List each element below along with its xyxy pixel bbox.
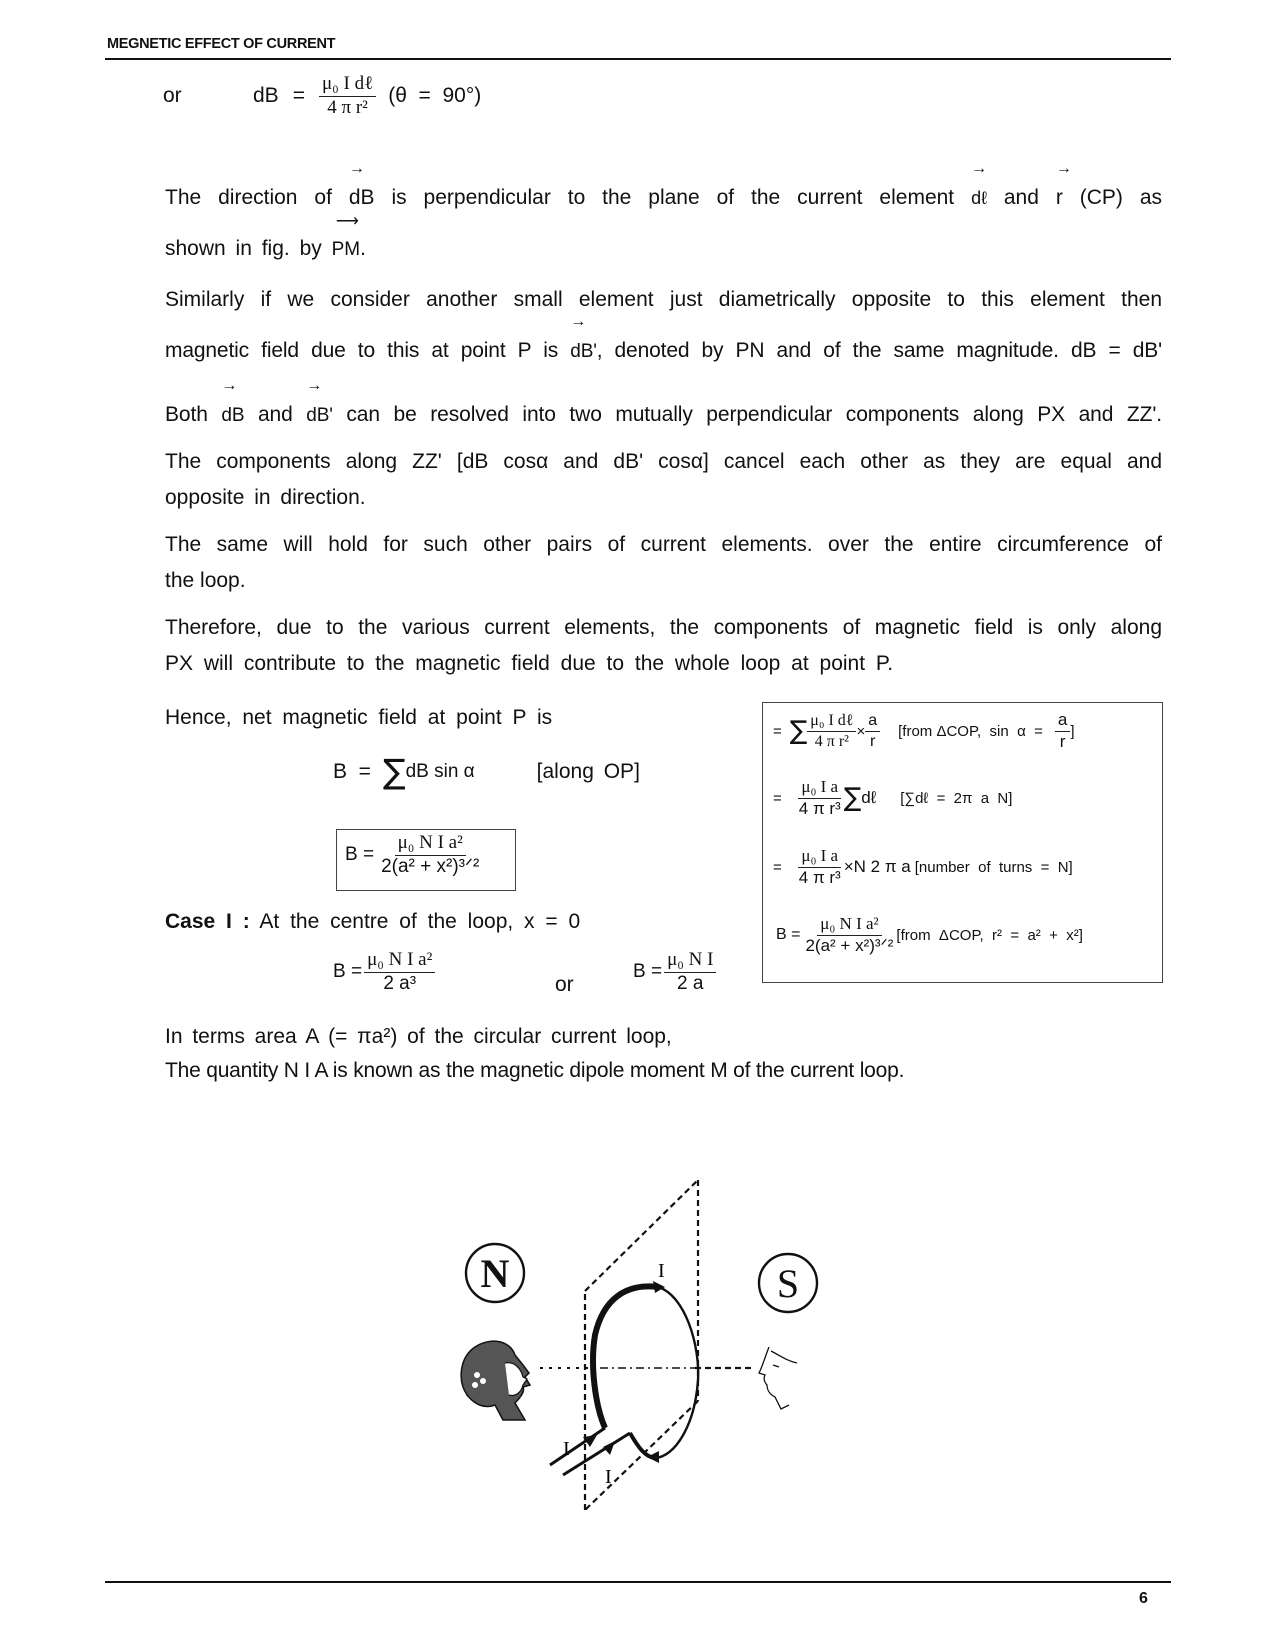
man-face-icon — [759, 1347, 797, 1409]
fraction — [807, 712, 856, 750]
numerator: μ₀ I a — [798, 778, 841, 799]
arrow-top — [653, 1281, 665, 1293]
text: magnetic field due to this at point P is — [165, 339, 571, 362]
fraction — [796, 847, 844, 887]
case-1-formula-2 — [633, 950, 716, 995]
text-line — [165, 160, 1162, 216]
eq-equals: = — [292, 84, 305, 108]
vector-label: dB — [221, 405, 245, 426]
vector-label: PM — [331, 239, 361, 260]
derivation-box — [762, 702, 1163, 983]
equation-db — [163, 74, 481, 119]
numerator: μ₀ I dℓ — [807, 712, 856, 732]
note: [number of turns = N] — [914, 858, 1073, 876]
sigma-symbol: ∑ — [789, 716, 808, 747]
current-loop-back — [655, 1287, 698, 1458]
current-label-out: I — [605, 1466, 612, 1488]
text-line: Hence, net magnetic field at point P is — [165, 706, 553, 729]
equation-sum — [333, 752, 640, 791]
numerator: μ₀ I dℓ — [319, 74, 376, 97]
text-line: Therefore, due to the various current elements, the components of magnetic field is only along — [165, 616, 1162, 639]
derivation-line-1 — [773, 711, 1074, 751]
north-label: N — [480, 1251, 510, 1296]
text-line: Similarly if we consider another small element just diametrically opposite to this element then — [165, 288, 1162, 311]
eq-tail: dℓ — [861, 788, 877, 808]
numerator: a — [865, 712, 880, 732]
vector-r: → r — [1055, 160, 1072, 209]
text: can be resolved into two mutually perpendicular components along PX and ZZ'. — [332, 403, 1162, 426]
sigma-symbol: ∑ — [843, 783, 862, 814]
denominator: 2(a² + x²)³ᐟ² — [805, 935, 894, 955]
text-line: The components along ZZ' [dB cosα and dB' cosα] cancel each other as they are equal and — [165, 450, 1162, 473]
equation-boxed — [345, 833, 482, 878]
text: shown in fig. by — [165, 237, 332, 260]
south-label: S — [776, 1261, 800, 1306]
note: [from ΔCOP, sin α = — [898, 722, 1043, 740]
numerator: μ₀ N I a² — [364, 950, 435, 973]
denominator: 2 a³ — [383, 972, 417, 994]
case-label: Case I : — [165, 910, 250, 933]
fraction — [802, 915, 896, 955]
denominator: 4 π r² — [814, 732, 849, 750]
numerator: μ₀ N I — [664, 950, 716, 973]
case-1-heading — [165, 910, 580, 934]
or-text: or — [163, 84, 182, 108]
equals: = — [773, 789, 782, 807]
paragraph-direction — [165, 160, 1162, 216]
running-header: MEGNETIC EFFECT OF CURRENT — [107, 36, 336, 52]
denominator: r — [1059, 731, 1066, 751]
plane-outline — [585, 1180, 698, 1510]
fraction — [364, 950, 435, 995]
north-pole-icon — [466, 1244, 524, 1302]
eq-lhs: B = — [333, 759, 371, 783]
footer-rule — [105, 1581, 1171, 1583]
vector-dB: → dB — [348, 160, 375, 209]
denominator: r — [870, 732, 876, 750]
eq-tail: ×N 2 π a — [843, 857, 911, 877]
text: . — [360, 237, 366, 260]
equals: = — [773, 722, 782, 740]
current-label-in: I — [563, 1438, 570, 1460]
eq-lhs: B = — [345, 844, 375, 866]
text-line: the loop. — [165, 569, 246, 592]
text: is perpendicular to the plane of the current element — [374, 186, 972, 209]
text: and — [986, 186, 1056, 209]
paragraph-direction-cont — [165, 213, 1162, 268]
loop-figure — [455, 1165, 825, 1520]
vector-dl: → dℓ — [971, 160, 988, 208]
text: , denoted by PN and of the same magnitude. dB = dB' — [596, 339, 1162, 362]
header-rule — [105, 58, 1171, 60]
woman-face-icon — [461, 1341, 530, 1420]
paragraph-similarly-cont — [165, 313, 1162, 369]
angle-condition: (θ = 90°) — [388, 84, 482, 108]
lead-out — [563, 1433, 630, 1475]
paragraph-both — [165, 377, 1162, 433]
text-line — [165, 313, 1162, 369]
paragraph-hence — [165, 700, 725, 736]
equals: = — [773, 858, 782, 876]
or-text: or — [555, 973, 574, 996]
times: × — [856, 722, 866, 740]
case-text: At the centre of the loop, x = 0 — [259, 910, 581, 933]
derivation-line-3 — [773, 847, 1073, 887]
fraction — [865, 712, 880, 750]
south-pole-icon — [759, 1254, 817, 1312]
vector-label: dB' — [570, 341, 597, 362]
sigma-symbol: ∑ — [382, 752, 406, 791]
text-line: PX will contribute to the magnetic field due to the whole loop at point P. — [165, 652, 894, 675]
denominator: 4 π r³ — [798, 867, 841, 887]
text-line: opposite in direction. — [165, 486, 366, 509]
fraction — [1055, 711, 1070, 751]
fraction — [319, 74, 376, 119]
eq-rhs: dB sin α — [405, 760, 475, 782]
denominator: 4 π r³ — [798, 798, 841, 818]
vector-dB-prime: → dB' — [570, 313, 597, 362]
denominator: 4 π r² — [327, 96, 368, 118]
note: [∑dℓ = 2π a N] — [900, 789, 1013, 807]
note: [from ΔCOP, r² = a² + x²] — [896, 926, 1083, 944]
paragraph-components — [165, 444, 1162, 516]
text: The direction of — [165, 186, 349, 209]
arrow-bottom — [647, 1451, 659, 1463]
paragraph-same — [165, 527, 1162, 599]
numerator: μ₀ I a — [798, 847, 841, 868]
current-label-top: I — [658, 1260, 665, 1282]
text-line — [165, 377, 1162, 433]
fraction — [664, 950, 716, 995]
boxed-result — [336, 829, 516, 891]
derivation-line-2 — [773, 778, 1012, 818]
closing-line-1: In terms area A (= πa²) of the circular current loop, — [165, 1025, 672, 1048]
denominator: 2 a — [677, 972, 704, 994]
note-end: ] — [1070, 722, 1075, 740]
vector-label: r — [1055, 186, 1063, 209]
paragraph-similarly — [165, 282, 1162, 318]
text: and — [244, 403, 307, 426]
derivation-line-4 — [776, 915, 1083, 955]
eq-note: [along OP] — [536, 759, 640, 783]
eq-lhs: dB — [253, 84, 279, 108]
page-number: 6 — [1139, 1590, 1148, 1607]
arrow-out — [603, 1441, 615, 1455]
fraction — [378, 833, 482, 878]
vector-label: dB' — [306, 405, 333, 426]
text: Both — [165, 403, 222, 426]
numerator: μ₀ N I a² — [395, 833, 466, 856]
lead-in — [550, 1428, 605, 1465]
fraction — [796, 778, 844, 818]
vector-PM: ⟶ PM — [331, 213, 361, 260]
text-line: The same will hold for such other pairs of current elements. over the entire circumference of — [165, 533, 1162, 556]
eq-lhs: B = — [633, 961, 663, 983]
eq-lhs: B = — [776, 926, 801, 944]
closing-line-2: The quantity N I A is known as the magnetic dipole moment M of the current loop. — [165, 1059, 905, 1082]
numerator: a — [1055, 711, 1070, 732]
vector-dB: → dB — [221, 377, 245, 426]
vector-label: dB — [348, 186, 375, 209]
paragraph-therefore — [165, 610, 1162, 682]
eq-lhs: B = — [333, 961, 363, 983]
numerator: μ₀ N I a² — [817, 915, 881, 936]
denominator: 2(a² + x²)³ᐟ² — [381, 855, 480, 877]
current-loop-front — [593, 1286, 658, 1428]
vector-label: dℓ — [971, 188, 987, 208]
vector-dB-prime: → dB' — [306, 377, 333, 426]
text: (CP) as — [1062, 186, 1162, 209]
case-1-formula-1 — [333, 950, 435, 995]
